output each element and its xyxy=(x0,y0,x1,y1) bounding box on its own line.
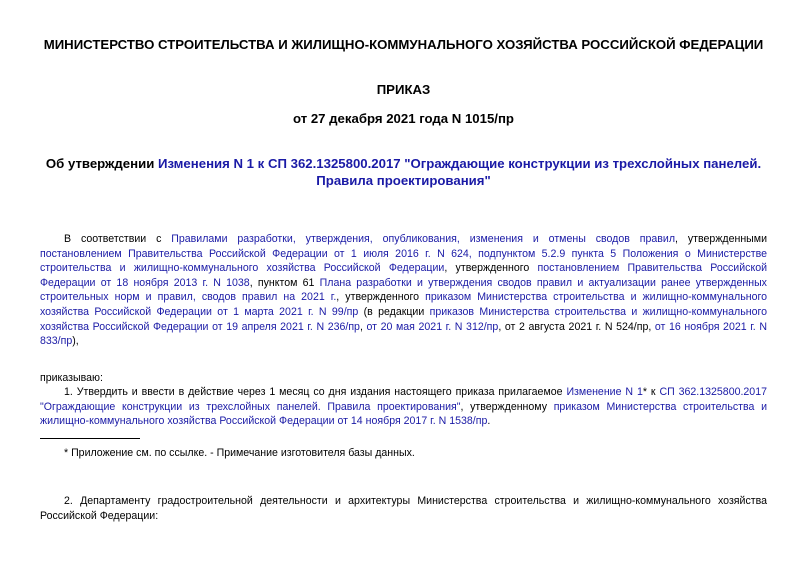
preamble-text-6: (в редакции xyxy=(358,305,430,318)
footnote-paragraph xyxy=(40,446,767,461)
footnote-divider xyxy=(40,438,140,439)
preamble-text-8: , от 2 августа 2021 г. N 524/пр, xyxy=(498,320,655,333)
item-2-text: 2. Департаменту градостроительной деятельности и архитектуры Министерства строительства и жилищно-коммунального хозяйства Российской Федерации: xyxy=(40,495,767,522)
item1-text-3: , утвержденному xyxy=(460,400,554,413)
prikazyvayu-text: приказываю: xyxy=(40,372,103,384)
sp-362-link[interactable]: СП 362.1325800.2017 "Ограждающие конструкции из трехслойных панелей. Правила проектирования" xyxy=(40,386,767,413)
preamble-text-7: , xyxy=(359,320,367,333)
item1-text-1: 1. Утвердить и ввести в действие через 1 месяц со дня издания настоящего приказа прилагаемое xyxy=(64,386,567,398)
document-subject xyxy=(40,155,767,189)
preamble-text-3: , утвержденного xyxy=(444,262,538,275)
document-date-number: от 27 декабря 2021 года N 1015/пр xyxy=(293,111,514,126)
change-1-link[interactable]: Изменение N 1 xyxy=(566,386,643,398)
order-1538-link[interactable]: приказом Министерства строительства и жилищно-коммунального хозяйства Российской Федерации от 14 ноября 2017 г. N 1538/пр xyxy=(40,400,767,428)
order-99-link[interactable]: приказом Министерства строительства и жилищно-коммунального хозяйства Российской Федерации от 1 марта 2021 г. N 99/пр xyxy=(40,291,767,318)
preamble-paragraph xyxy=(40,232,767,349)
preamble-text-4: , пунктом 61 xyxy=(249,276,320,289)
government-decree-624-link[interactable]: постановлением Правительства Российской Федерации от 1 июля 2016 г. N 624, подпунктом 5.2.9 пункта 5 Положения о Министерстве строительства и жилищно-коммунального хозяйства Российской Федерации xyxy=(40,247,767,275)
item1-text-4: . xyxy=(487,415,491,428)
preamble-text-1: В соответствии с xyxy=(64,233,172,245)
ministry-title: МИНИСТЕРСТВО СТРОИТЕЛЬСТВА И ЖИЛИЩНО-КОММУНАЛЬНОГО ХОЗЯЙСТВА РОССИЙСКОЙ ФЕДЕРАЦИИ xyxy=(43,37,764,52)
item-1-paragraph xyxy=(40,385,767,429)
order-236-link[interactable]: приказов Министерства строительства и жилищно-коммунального хозяйства Российской Федерации от 19 апреля 2021 г. N 236/пр xyxy=(40,305,767,333)
government-decree-1038-link[interactable]: постановлением Правительства Российской Федерации от 18 ноября 2013 г. N 1038 xyxy=(40,262,768,289)
preamble-text-2: , утвержденными xyxy=(675,233,767,245)
subject-prefix: Об утверждении xyxy=(45,156,158,171)
preamble-text-5: , утвержденного xyxy=(336,291,426,304)
plan-2021-link[interactable]: Плана разработки и утверждения сводов правил и актуализации ранее утвержденных строительных норм и правил, сводов правил на 2021 г. xyxy=(40,276,767,304)
rules-link[interactable]: Правилами разработки, утверждения, опубликования, изменения и отмены сводов правил xyxy=(171,233,676,245)
footnote-text: * Приложение см. по ссылке. - Примечание изготовителя базы данных. xyxy=(64,447,415,459)
order-312-link[interactable]: от 20 мая 2021 г. N 312/пр xyxy=(366,320,499,333)
preamble-text-9: ), xyxy=(72,335,79,348)
document-type: ПРИКАЗ xyxy=(376,82,431,97)
item1-text-2: * к xyxy=(642,386,660,398)
order-833-link[interactable]: от 16 ноября 2021 г. N 833/пр xyxy=(40,320,767,348)
item-2-paragraph xyxy=(40,494,767,523)
subject-link[interactable]: Изменения N 1 к СП 362.1325800.2017 "Ограждающие конструкции из трехслойных панелей. Правила проектирования" xyxy=(157,156,762,188)
